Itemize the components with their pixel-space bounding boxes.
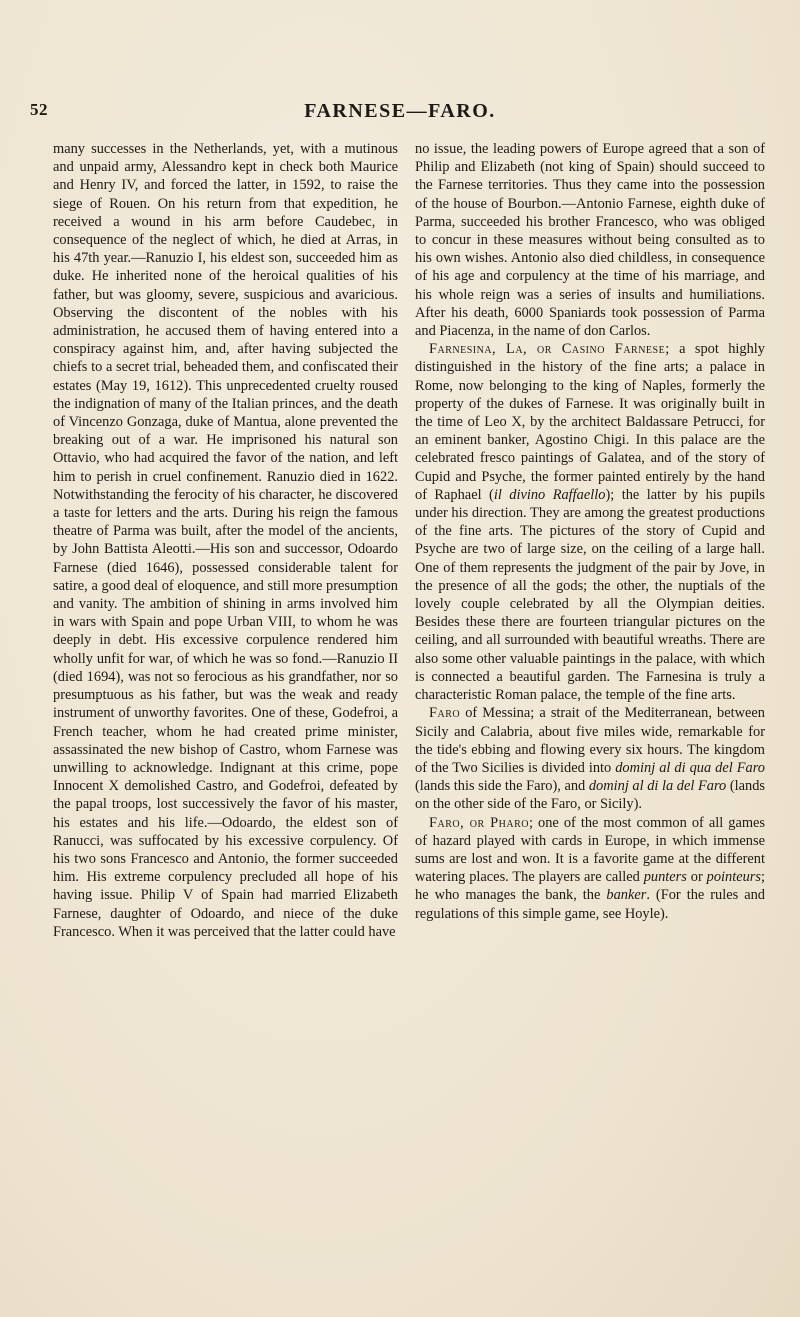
italic-text: dominj al di qua del Faro <box>615 759 766 776</box>
entry-faro-messina <box>415 704 765 813</box>
running-head: FARNESE—FARO. <box>304 100 496 122</box>
entry-text: . (For the rules and regulations of this simple game, see Hoyle). <box>415 887 766 922</box>
entry-text: ); the latter by his pupils under his direction. They are among the greatest productions of the fine arts. The pictures of the story of Cupid and Psyche are two of large size, on the ceiling of a large hall. One of them represents the judgment of the pair by Jove, in the presence of all the gods; the other, the nuptials of the lovely couple celebrated by all the Olympian deities. Besides these there are fourteen triangular pictures on the ceiling, and all surrounded with beautiful wreaths. There are also some other valuable paintings in the palace, with which is connected a beautiful garden. The Farnesina is truly a characteristic Roman palace, the temple of the fine arts. <box>415 486 765 704</box>
entry-headword: Faro, or Pharo <box>429 814 529 831</box>
entry-faro-game <box>415 814 765 923</box>
right-column <box>415 140 765 923</box>
entry-headword: Faro <box>429 705 461 722</box>
entry-text: ; one of the most common of all games of hazard played with cards in Europe, in which immense sums are lost and won. It is a favorite game at the different watering places. The players are called <box>415 814 766 886</box>
entry-headword: Farnesina, La, or Casino Farnese; <box>429 341 670 358</box>
entry-text: a spot highly distinguished in the history of the fine arts; a palace in Rome, now belonging to the king of Naples, formerly the property of the dukes of Farnese. It was originally built in the time of Leo X, by the architect Baldassare Petrucci, for an eminent banker, Agostino Chigi. In this palace are the celebrated fresco paintings of Galatea, and of the story of Cupid and Psyche, the former painted entirely by the hand of Raphael ( <box>415 341 765 503</box>
entry-text: (lands this side the Faro), and <box>415 778 589 795</box>
entry-continuation: no issue, the leading powers of Europe agreed that a son of Philip and Elizabeth (not king of Spain) should succeed to the Farnese territories. Thus they came into the possession of the house of Bourbon.—Antonio Farnese, eighth duke of Parma, succeeded his brother Francesco, who was obliged to concur in these measures without being consulted as to his own wishes. Antonio also died childless, in consequence of his age and corpulency at the time of his marriage, and his whole reign was a series of insults and humiliations. After his death, 6000 Spaniards took possession of Parma and Piacenza, in the name of don Carlos. <box>415 141 765 340</box>
page-number: 52 <box>30 100 48 119</box>
italic-text: punters <box>643 869 687 886</box>
entry-text: ; he who manages the bank, the <box>415 869 765 904</box>
italic-text: banker <box>606 887 647 904</box>
entry-text: (lands on the other side of the Faro, or Sicily). <box>415 778 766 813</box>
left-column <box>53 140 398 941</box>
entry-farnesina <box>415 340 765 704</box>
italic-text: il divino Raffaello <box>493 486 606 503</box>
italic-text: dominj al di la del Faro <box>588 778 727 795</box>
entry-text: or <box>686 869 707 886</box>
left-column-text: many successes in the Netherlands, yet, with a mutinous and unpaid army, Alessandro kept in check both Maurice and Henry IV, and forced the latter, in 1592, to raise the siege of Rouen. On his return from that expedition, he received a wound in his arm before Caudebec, in consequence of the neglect of which, he died at Arras, in his 47th year.—Ranuzio I, his eldest son, succeeded him as duke. He inherited none of the heroical qualities of his father, but was gloomy, severe, suspicious and avaricious. Observing the discontent of the nobles with his administration, he accused them of having entered into a conspiracy against him, and, after having subjected the chiefs to a secret trial, beheaded them, and confiscated their estates (May 19, 1612). This unprecedented cruelty roused the indignation of many of the Italian princes, and the death of Vincenzo Gonzaga, duke of Mantua, alone prevented the breaking out of a war. He imprisoned his natural son Ottavio, who had acquired the favor of the nation, and left him to perish in cruel confinement. Ranuzio died in 1622. Notwithstanding the ferocity of his character, he discovered a taste for letters and the arts. During his reign the famous theatre of Parma was built, after the model of the ancients, by John Battista Aleotti.—His son and successor, Odoardo Farnese (died 1646), possessed considerable talent for satire, a good deal of eloquence, and still more presumption and vanity. The ambition of shining in arms involved him in wars with Spain and pope Urban VIII, to whom he was deeply in debt. His excessive corpulence rendered him wholly unfit for war, of which he was so fond.—Ranuzio II (died 1694), was not so ferocious as his grandfather, nor so presumptuous as his father, but was the weak and ready instrument of unworthy favorites. One of these, Godefroi, a French teacher, whom he had created prime minister, assassinated the new bishop of Castro, whom Farnese was unwilling to acknowledge. Indignant at this crime, pope Innocent X demolished Castro, and Godefroi, defeated by the papal troops, lost successively the favor of his master, his estates and his life.—Odoardo, the eldest son of Ranucci, was suffocated by his excessive corpulency. Of his two sons Francesco and Antonio, the former succeeded him. His extreme corpulency precluded all hope of his having issue. Philip V of Spain had married Elizabeth Farnese, daughter of Odoardo, and niece of the duke Francesco. When it was perceived that the latter could have <box>53 141 398 940</box>
entry-text: of Messina; a strait of the Mediterranean, between Sicily and Calabria, about five miles wide, remarkable for the tide's ebbing and flowing every six hours. The kingdom of the Two Sicilies is divided into <box>415 705 765 776</box>
italic-text: pointeurs <box>706 869 761 886</box>
